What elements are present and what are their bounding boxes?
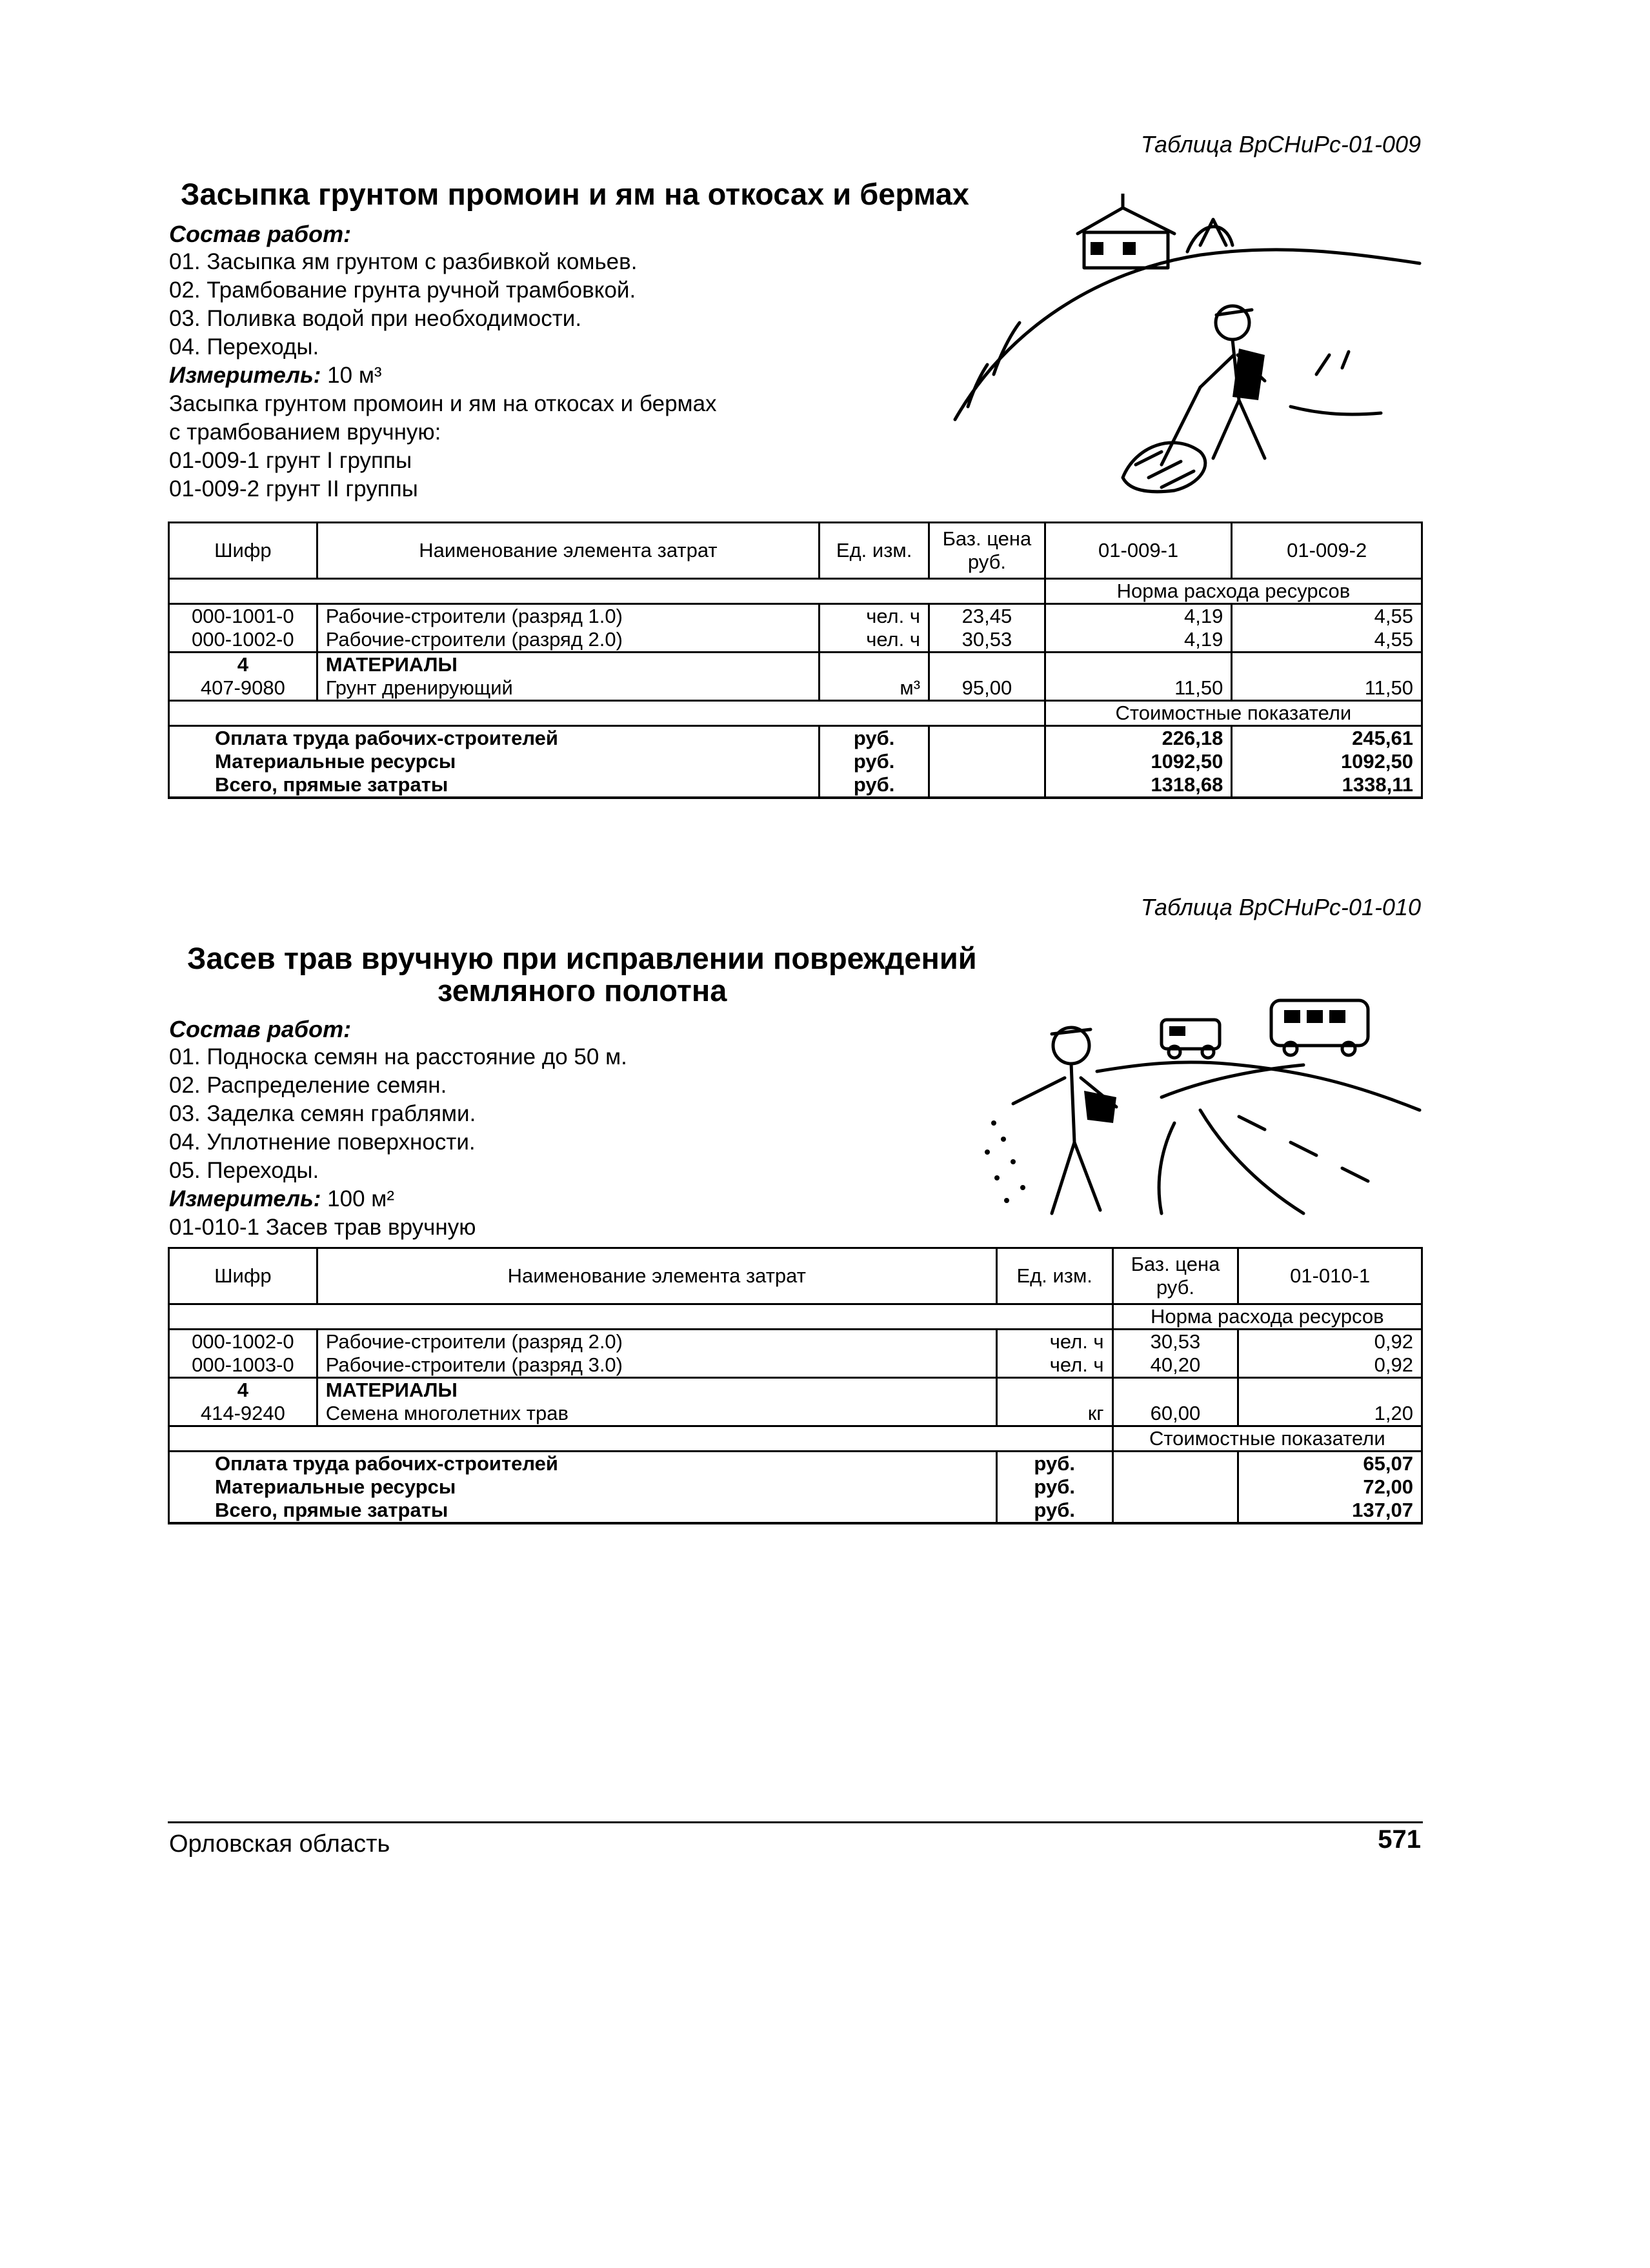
total-unit: руб.: [996, 1475, 1112, 1499]
page-number: 571: [1378, 1825, 1421, 1854]
table-row: [169, 1402, 1422, 1426]
row-value: 11,50: [1232, 676, 1422, 701]
table-reference: Таблица ВрСНиРс-01-009: [1140, 131, 1421, 157]
soil-pile: [1123, 443, 1205, 492]
row-unit: кг: [996, 1402, 1112, 1426]
row-price: 40,20: [1112, 1353, 1238, 1378]
col-header-variant: 01-009-1: [1045, 523, 1232, 579]
col-header-variant: 01-010-1: [1238, 1248, 1422, 1304]
cost-subheader: Стоимостные показатели: [1045, 701, 1422, 726]
row-price: 30,53: [1112, 1330, 1238, 1354]
col-header-unit: Ед. изм.: [996, 1248, 1112, 1304]
total-value: 226,18: [1045, 726, 1232, 751]
description-line: с трамбованием вручную:: [169, 420, 441, 445]
bus-icon: [1271, 1000, 1368, 1055]
total-value: 72,00: [1238, 1475, 1422, 1499]
total-value: 137,07: [1238, 1499, 1422, 1523]
total-value: 65,07: [1238, 1452, 1422, 1476]
work-composition-label: Состав работ:: [169, 1016, 352, 1042]
work-item: 02. Распределение семян.: [169, 1073, 447, 1098]
total-row: [169, 1452, 1422, 1476]
worker-figure: [1162, 306, 1265, 465]
measure-line: [169, 361, 717, 390]
row-name: Рабочие-строители (разряд 1.0): [317, 604, 820, 629]
seed-sowing-illustration: [968, 994, 1433, 1246]
table-row: [169, 1330, 1422, 1354]
total-name: Оплата труда рабочих-строителей: [169, 726, 820, 751]
work-item: 03. Заделка семян граблями.: [169, 1101, 476, 1126]
work-item: 04. Переходы.: [169, 334, 319, 359]
row-name: Грунт дренирующий: [317, 676, 820, 701]
sower-figure: [1013, 1028, 1116, 1213]
row-name: Рабочие-строители (разряд 2.0): [317, 628, 820, 653]
section-title: Засыпка грунтом промоин и ям на откосах и бермах: [181, 177, 969, 211]
col-header-name: Наименование элемента затрат: [317, 523, 820, 579]
row-code: 4: [169, 653, 317, 677]
col-header-price: Баз. цена руб.: [1112, 1248, 1238, 1304]
row-price: 95,00: [929, 676, 1045, 701]
norm-subheader: Норма расхода ресурсов: [1045, 579, 1422, 604]
row-value: 1,20: [1238, 1402, 1422, 1426]
row-name: Рабочие-строители (разряд 2.0): [317, 1330, 996, 1354]
row-code: 000-1003-0: [169, 1353, 317, 1378]
row-name: МАТЕРИАЛЫ: [317, 1378, 996, 1402]
table-reference: Таблица ВрСНиРс-01-010: [1140, 894, 1421, 920]
table-row: [169, 676, 1422, 701]
row-unit: чел. ч: [820, 604, 929, 629]
resource-table: [168, 521, 1423, 799]
norm-subheader: Норма расхода ресурсов: [1112, 1304, 1422, 1330]
section-title-cont: земляного полотна: [438, 973, 727, 1007]
row-unit: чел. ч: [820, 628, 929, 653]
row-unit: чел. ч: [996, 1353, 1112, 1378]
row-code: 000-1002-0: [169, 1330, 317, 1354]
description-line: 01-010-1 Засев трав вручную: [169, 1215, 476, 1240]
work-item: 01. Подноска семян на расстояние до 50 м.: [169, 1044, 627, 1069]
table-row: [169, 604, 1422, 629]
footer-rule: [168, 1821, 1423, 1823]
row-value: 4,55: [1232, 604, 1422, 629]
measure-label: Измеритель:: [169, 1186, 321, 1211]
row-name: МАТЕРИАЛЫ: [317, 653, 820, 677]
col-header-code: Шифр: [169, 523, 317, 579]
total-value: 1318,68: [1045, 773, 1232, 798]
description-line: 01-009-2 грунт II группы: [169, 476, 418, 501]
row-value: 4,19: [1045, 604, 1232, 629]
row-code: 000-1002-0: [169, 628, 317, 653]
total-value: 1092,50: [1045, 750, 1232, 773]
total-value: 1092,50: [1232, 750, 1422, 773]
section-title: Засев трав вручную при исправлении повреждений: [187, 941, 977, 975]
total-row: [169, 1475, 1422, 1499]
table-row: [169, 1378, 1422, 1402]
row-price: 30,53: [929, 628, 1045, 653]
total-unit: руб.: [820, 773, 929, 798]
work-item: 03. Поливка водой при необходимости.: [169, 306, 582, 331]
total-row: [169, 750, 1422, 773]
total-name: Материальные ресурсы: [169, 750, 820, 773]
work-item: 02. Трамбование грунта ручной трамбовкой.: [169, 278, 636, 303]
total-row: [169, 726, 1422, 751]
row-code: 000-1001-0: [169, 604, 317, 629]
table-row: [169, 1353, 1422, 1378]
total-unit: руб.: [820, 750, 929, 773]
row-unit: м³: [820, 676, 929, 701]
col-header-name: Наименование элемента затрат: [317, 1248, 996, 1304]
footer-region: Орловская область: [169, 1830, 390, 1858]
row-code: 414-9240: [169, 1402, 317, 1426]
row-unit: чел. ч: [996, 1330, 1112, 1354]
resource-table: [168, 1247, 1423, 1524]
total-name: Всего, прямые затраты: [169, 1499, 997, 1523]
total-unit: руб.: [996, 1452, 1112, 1476]
row-value: 0,92: [1238, 1353, 1422, 1378]
slope-backfill-illustration: [929, 194, 1439, 503]
total-row: [169, 1499, 1422, 1523]
cost-subheader: Стоимостные показатели: [1112, 1426, 1422, 1452]
total-value: 245,61: [1232, 726, 1422, 751]
col-header-code: Шифр: [169, 1248, 317, 1304]
work-item: 01. Засыпка ям грунтом с разбивкой комьев.: [169, 249, 638, 274]
car-icon: [1162, 1020, 1220, 1058]
measure-value: 10 м³: [321, 363, 382, 388]
work-item: 05. Переходы.: [169, 1158, 319, 1183]
row-code: 4: [169, 1378, 317, 1402]
tree-icon: [1187, 219, 1232, 252]
total-unit: руб.: [996, 1499, 1112, 1523]
row-value: 11,50: [1045, 676, 1232, 701]
house-icon: [1078, 194, 1174, 268]
measure-value: 100 м²: [321, 1186, 395, 1211]
row-code: 407-9080: [169, 676, 317, 701]
seed-spray: [985, 1120, 1025, 1203]
col-header-variant: 01-009-2: [1232, 523, 1422, 579]
total-name: Материальные ресурсы: [169, 1475, 997, 1499]
total-row: [169, 773, 1422, 798]
col-header-price: Баз. цена руб.: [929, 523, 1045, 579]
row-price: 60,00: [1112, 1402, 1238, 1426]
col-header-unit: Ед. изм.: [820, 523, 929, 579]
row-value: 0,92: [1238, 1330, 1422, 1354]
row-price: 23,45: [929, 604, 1045, 629]
row-name: Семена многолетних трав: [317, 1402, 996, 1426]
total-name: Всего, прямые затраты: [169, 773, 820, 798]
work-items-list: [169, 1043, 627, 1242]
work-items-list: [169, 248, 717, 503]
row-name: Рабочие-строители (разряд 3.0): [317, 1353, 996, 1378]
table-row: [169, 628, 1422, 653]
measure-label: Измеритель:: [169, 363, 321, 388]
row-value: 4,19: [1045, 628, 1232, 653]
work-item: 04. Уплотнение поверхности.: [169, 1129, 476, 1155]
row-value: 4,55: [1232, 628, 1422, 653]
work-composition-label: Состав работ:: [169, 221, 352, 247]
total-name: Оплата труда рабочих-строителей: [169, 1452, 997, 1476]
measure-line: [169, 1185, 627, 1213]
total-unit: руб.: [820, 726, 929, 751]
description-line: Засыпка грунтом промоин и ям на откосах и бермах: [169, 391, 717, 416]
table-row: [169, 653, 1422, 677]
total-value: 1338,11: [1232, 773, 1422, 798]
description-line: 01-009-1 грунт I группы: [169, 448, 412, 473]
